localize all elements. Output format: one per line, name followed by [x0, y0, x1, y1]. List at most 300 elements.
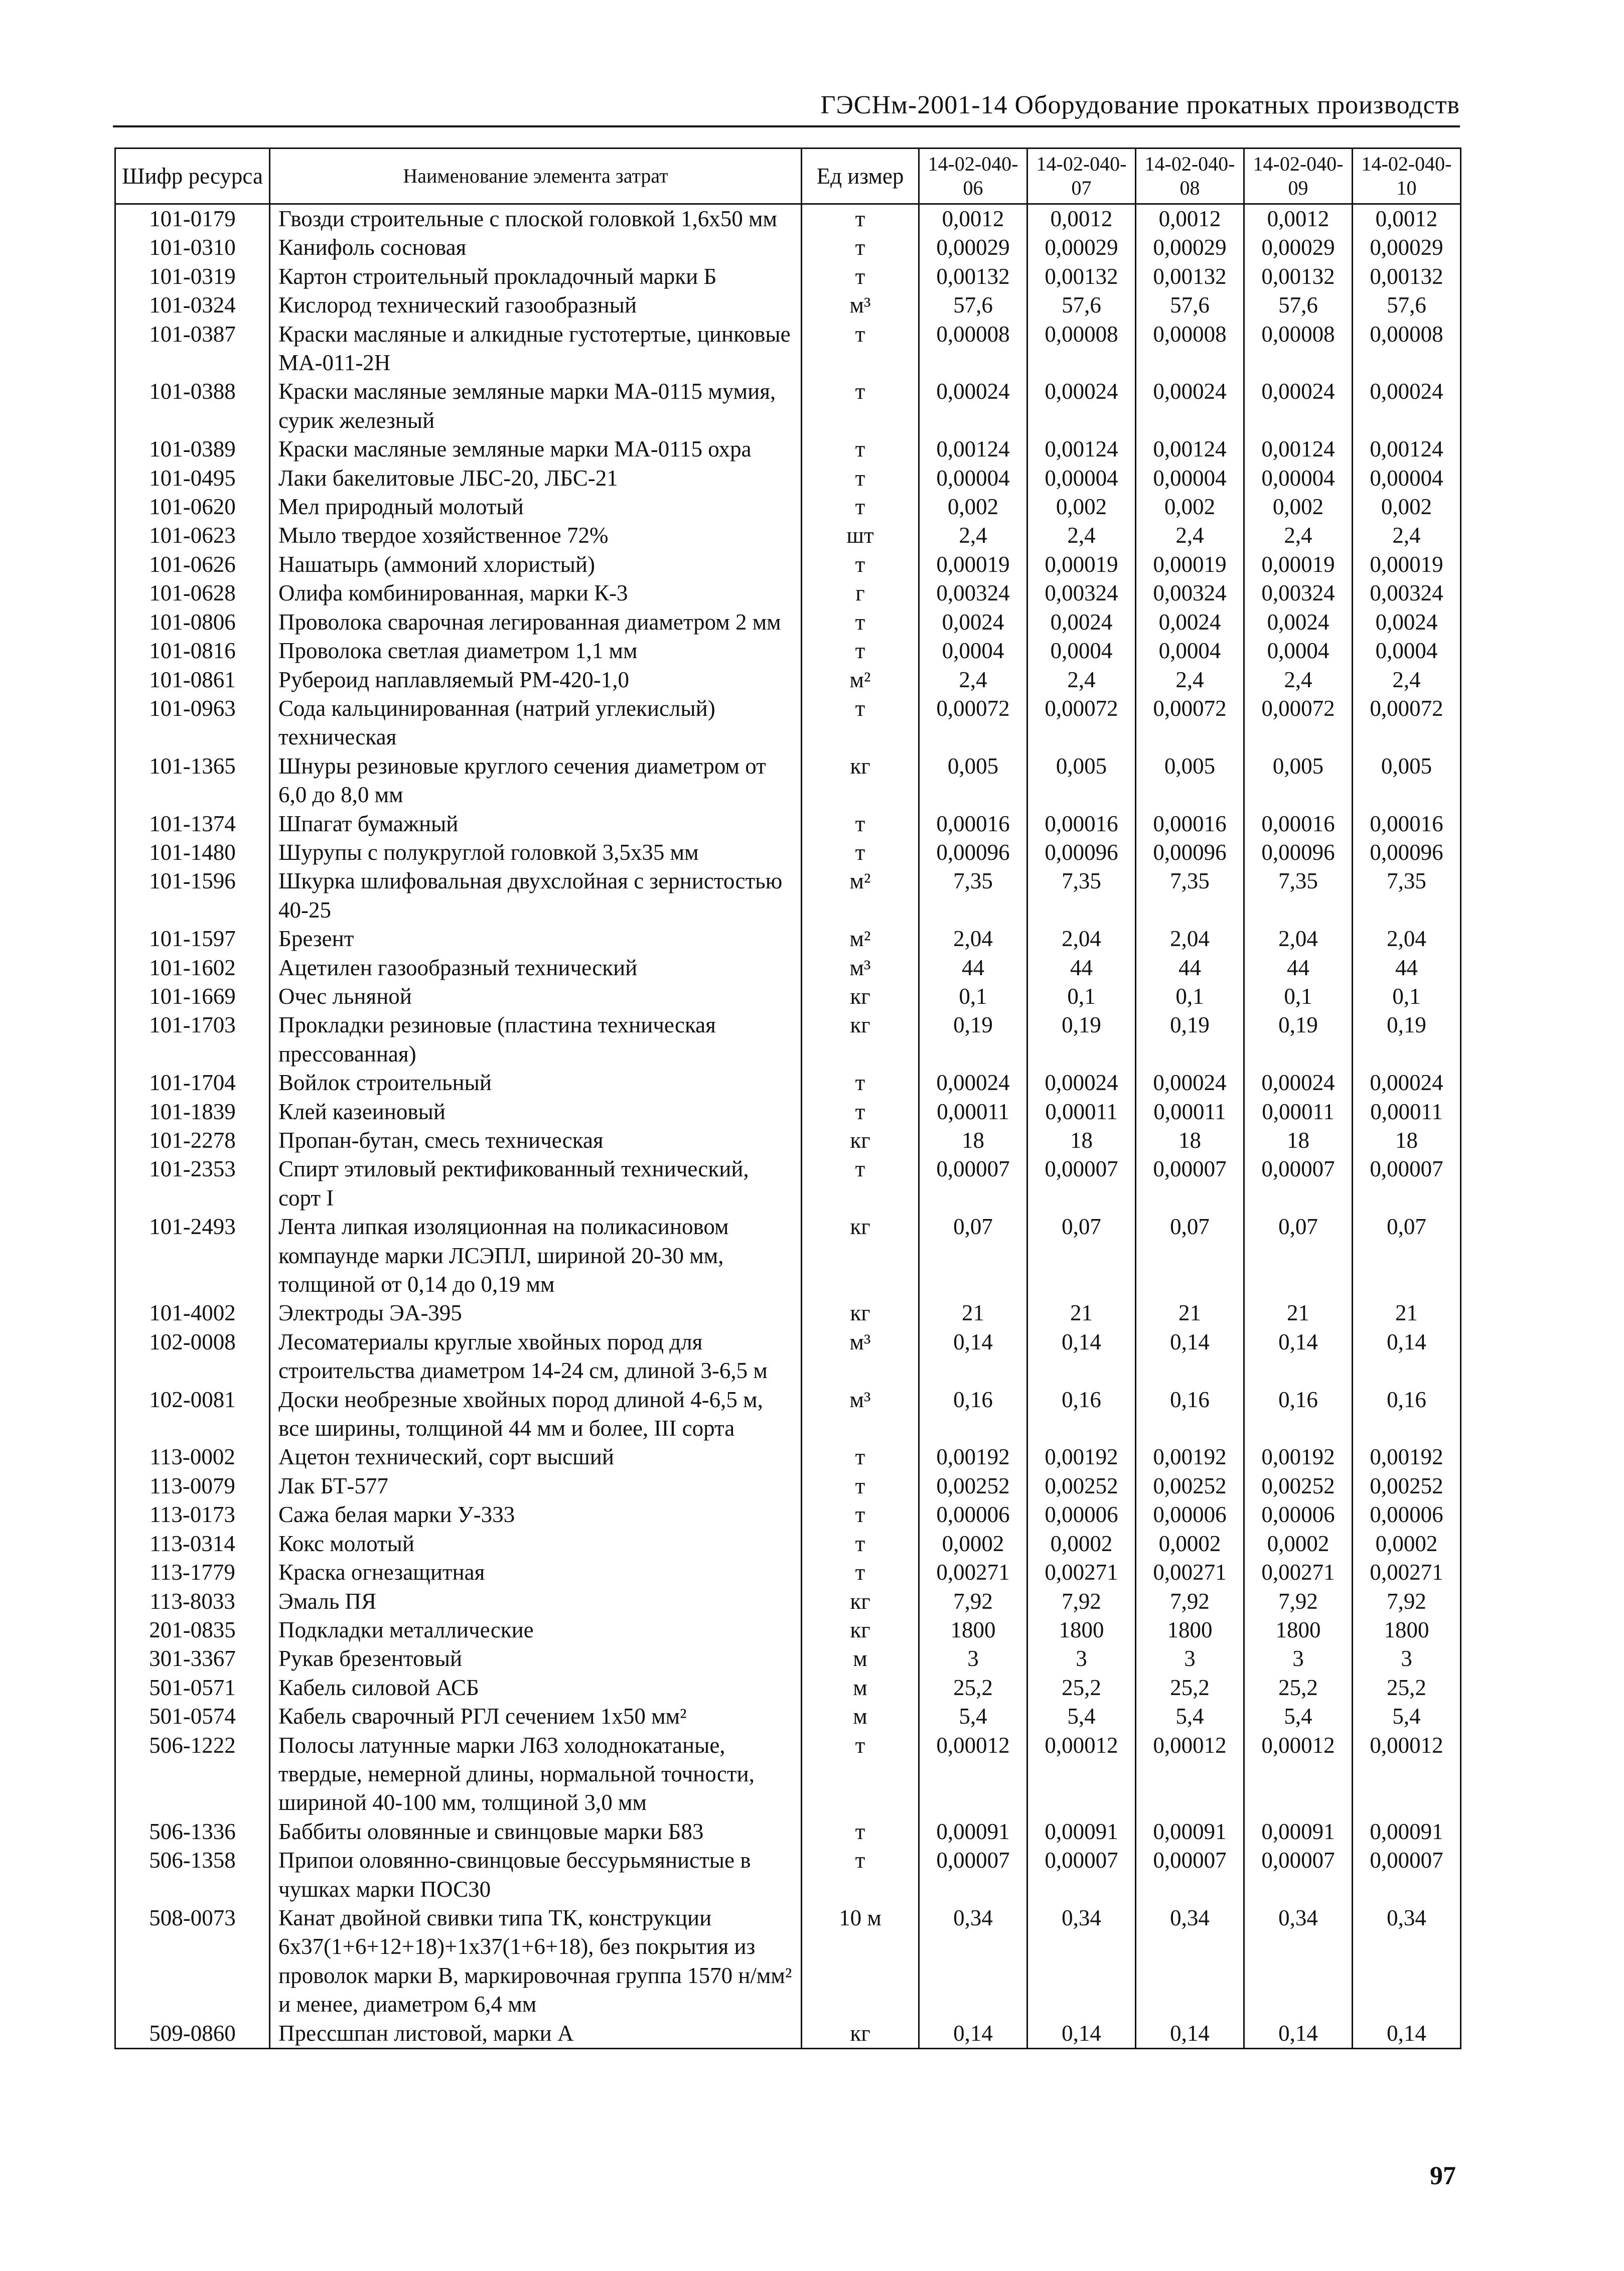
- table-row: [115, 233, 1461, 262]
- value-cell: 0,002: [1027, 493, 1136, 521]
- value-cell: 0,005: [919, 752, 1027, 810]
- value-cell: 0,00096: [1353, 838, 1461, 867]
- value-cell: 0,34: [1027, 1904, 1136, 2019]
- value-cell: 0,00091: [919, 1818, 1027, 1846]
- value-cell: 0,00072: [919, 694, 1027, 752]
- value-cell: 0,00008: [1353, 320, 1461, 378]
- value-cell: 0,14: [1244, 1328, 1353, 1386]
- value-cell: 1800: [1027, 1616, 1136, 1644]
- value-cell: 18: [1136, 1126, 1244, 1155]
- resources-table-container: [114, 147, 1460, 2049]
- value-cell: 0,14: [1353, 2019, 1461, 2049]
- value-cell: 0,00192: [1027, 1443, 1136, 1471]
- value-cell: 0,00007: [1136, 1846, 1244, 1904]
- value-cell: 0,00004: [1353, 464, 1461, 493]
- unit-cell: м²: [802, 925, 919, 953]
- value-cell: 0,00019: [1244, 550, 1353, 579]
- value-cell: 0,00124: [1027, 435, 1136, 464]
- unit-cell: т: [802, 320, 919, 378]
- value-cell: 0,00072: [1027, 694, 1136, 752]
- unit-cell: м: [802, 1702, 919, 1731]
- resource-code-cell: 101-0310: [115, 233, 270, 262]
- column-header-14-02-040-06: 14-02-040-06: [919, 148, 1027, 204]
- resource-code-cell: 509-0860: [115, 2019, 270, 2049]
- value-cell: 0,00271: [919, 1558, 1027, 1587]
- value-cell: 7,35: [919, 867, 1027, 925]
- header-divider: [113, 125, 1460, 127]
- value-cell: 0,34: [1244, 1904, 1353, 2019]
- value-cell: 7,35: [1136, 867, 1244, 925]
- value-cell: 2,4: [1027, 521, 1136, 550]
- unit-cell: т: [802, 1069, 919, 1097]
- value-cell: 5,4: [1244, 1702, 1353, 1731]
- unit-cell: кг: [802, 982, 919, 1011]
- value-cell: 0,00006: [1027, 1500, 1136, 1529]
- table-row: [115, 1011, 1461, 1069]
- value-cell: 44: [1027, 954, 1136, 982]
- value-cell: 0,00252: [1136, 1472, 1244, 1500]
- unit-cell: м: [802, 1674, 919, 1702]
- value-cell: 0,00004: [1027, 464, 1136, 493]
- value-cell: 25,2: [1244, 1674, 1353, 1702]
- column-header-14-02-040-07: 14-02-040-07: [1027, 148, 1136, 204]
- value-cell: 0,19: [1136, 1011, 1244, 1069]
- value-cell: 2,4: [1244, 666, 1353, 694]
- value-cell: 0,00024: [919, 377, 1027, 435]
- column-header-unit: Ед измер: [802, 148, 919, 204]
- value-cell: 0,07: [1027, 1213, 1136, 1299]
- value-cell: 57,6: [1027, 291, 1136, 320]
- value-cell: 0,00007: [1244, 1846, 1353, 1904]
- table-header: [115, 148, 1461, 204]
- value-cell: 0,00132: [1353, 262, 1461, 291]
- unit-cell: т: [802, 1155, 919, 1213]
- value-cell: 0,00011: [1136, 1098, 1244, 1126]
- unit-cell: т: [802, 377, 919, 435]
- value-cell: 25,2: [1353, 1674, 1461, 1702]
- value-cell: 5,4: [1353, 1702, 1461, 1731]
- unit-cell: м: [802, 1644, 919, 1673]
- value-cell: 1800: [1136, 1616, 1244, 1644]
- value-cell: 0,00132: [1027, 262, 1136, 291]
- resource-code-cell: 101-1669: [115, 982, 270, 1011]
- value-cell: 0,0004: [1244, 637, 1353, 665]
- table-header-row: [115, 148, 1461, 204]
- unit-cell: т: [802, 608, 919, 637]
- value-cell: 0,00024: [1244, 377, 1353, 435]
- value-cell: 0,00008: [1027, 320, 1136, 378]
- value-cell: 0,00007: [919, 1846, 1027, 1904]
- resource-code-cell: 201-0835: [115, 1616, 270, 1644]
- value-cell: 57,6: [1244, 291, 1353, 320]
- value-cell: 0,00091: [1353, 1818, 1461, 1846]
- value-cell: 18: [1244, 1126, 1353, 1155]
- resource-code-cell: 101-1597: [115, 925, 270, 953]
- value-cell: 1800: [919, 1616, 1027, 1644]
- value-cell: 0,00072: [1244, 694, 1353, 752]
- resource-code-cell: 101-0628: [115, 579, 270, 608]
- resource-name-cell: Шнуры резиновые круглого сечения диаметром от 6,0 до 8,0 мм: [270, 752, 802, 810]
- value-cell: 0,0004: [1027, 637, 1136, 665]
- value-cell: 0,00124: [1353, 435, 1461, 464]
- value-cell: 0,07: [1136, 1213, 1244, 1299]
- value-cell: 0,00029: [1027, 233, 1136, 262]
- value-cell: 0,00132: [1136, 262, 1244, 291]
- resource-code-cell: 113-0314: [115, 1530, 270, 1558]
- table-row: [115, 1155, 1461, 1213]
- value-cell: 0,00324: [1353, 579, 1461, 608]
- value-cell: 0,00011: [919, 1098, 1027, 1126]
- value-cell: 0,00024: [919, 1069, 1027, 1097]
- value-cell: 0,00006: [1244, 1500, 1353, 1529]
- value-cell: 0,00029: [1353, 233, 1461, 262]
- value-cell: 0,34: [1353, 1904, 1461, 2019]
- value-cell: 0,00072: [1353, 694, 1461, 752]
- value-cell: 0,16: [1244, 1386, 1353, 1443]
- value-cell: 3: [1136, 1644, 1244, 1673]
- resource-name-cell: Баббиты оловянные и свинцовые марки Б83: [270, 1818, 802, 1846]
- value-cell: 0,1: [1027, 982, 1136, 1011]
- table-row: [115, 810, 1461, 838]
- value-cell: 0,00004: [919, 464, 1027, 493]
- unit-cell: т: [802, 233, 919, 262]
- running-header: ГЭСНм-2001-14 Оборудование прокатных производств: [820, 91, 1460, 119]
- resource-name-cell: Шкурка шлифовальная двухслойная с зернистостью 40-25: [270, 867, 802, 925]
- value-cell: 0,005: [1136, 752, 1244, 810]
- column-header-14-02-040-10: 14-02-040-10: [1353, 148, 1461, 204]
- value-cell: 0,00007: [1027, 1846, 1136, 1904]
- table-row: [115, 1328, 1461, 1386]
- value-cell: 7,35: [1027, 867, 1136, 925]
- unit-cell: т: [802, 694, 919, 752]
- resource-code-cell: 113-8033: [115, 1587, 270, 1616]
- value-cell: 2,04: [1353, 925, 1461, 953]
- value-cell: 0,16: [919, 1386, 1027, 1443]
- value-cell: 0,00271: [1244, 1558, 1353, 1587]
- resource-name-cell: Рубероид наплавляемый РМ-420-1,0: [270, 666, 802, 694]
- table-row: [115, 204, 1461, 234]
- value-cell: 0,00271: [1353, 1558, 1461, 1587]
- resource-name-cell: Мыло твердое хозяйственное 72%: [270, 521, 802, 550]
- value-cell: 0,0002: [1244, 1530, 1353, 1558]
- value-cell: 2,4: [1353, 521, 1461, 550]
- resource-code-cell: 101-1365: [115, 752, 270, 810]
- value-cell: 1800: [1244, 1616, 1353, 1644]
- value-cell: 7,92: [1244, 1587, 1353, 1616]
- column-header-code: Шифр ресурса: [115, 148, 270, 204]
- unit-cell: кг: [802, 2019, 919, 2049]
- value-cell: 0,00007: [1136, 1155, 1244, 1213]
- table-row: [115, 1644, 1461, 1673]
- table-row: [115, 464, 1461, 493]
- value-cell: 0,0024: [919, 608, 1027, 637]
- value-cell: 7,35: [1244, 867, 1353, 925]
- resource-name-cell: Канифоль сосновая: [270, 233, 802, 262]
- resource-name-cell: Проволока светлая диаметром 1,1 мм: [270, 637, 802, 665]
- table-row: [115, 377, 1461, 435]
- value-cell: 0,00004: [1136, 464, 1244, 493]
- value-cell: 0,00024: [1027, 377, 1136, 435]
- value-cell: 0,00096: [919, 838, 1027, 867]
- resource-code-cell: 113-0173: [115, 1500, 270, 1529]
- unit-cell: т: [802, 262, 919, 291]
- value-cell: 0,00029: [1136, 233, 1244, 262]
- resource-code-cell: 101-0319: [115, 262, 270, 291]
- resource-name-cell: Электроды ЭА-395: [270, 1299, 802, 1327]
- value-cell: 57,6: [919, 291, 1027, 320]
- resource-code-cell: 102-0008: [115, 1328, 270, 1386]
- unit-cell: т: [802, 637, 919, 665]
- resource-name-cell: Спирт этиловый ректификованный технический, сорт I: [270, 1155, 802, 1213]
- table-row: [115, 1616, 1461, 1644]
- value-cell: 0,00132: [1244, 262, 1353, 291]
- resource-code-cell: 101-0387: [115, 320, 270, 378]
- resource-code-cell: 101-2493: [115, 1213, 270, 1299]
- value-cell: 0,00192: [1136, 1443, 1244, 1471]
- unit-cell: 10 м: [802, 1904, 919, 2019]
- table-row: [115, 1818, 1461, 1846]
- value-cell: 3: [1027, 1644, 1136, 1673]
- table-row: [115, 493, 1461, 521]
- table-row: [115, 752, 1461, 810]
- resource-name-cell: Шурупы с полукруглой головкой 3,5x35 мм: [270, 838, 802, 867]
- value-cell: 0,16: [1353, 1386, 1461, 1443]
- unit-cell: кг: [802, 1616, 919, 1644]
- value-cell: 0,14: [919, 1328, 1027, 1386]
- resource-code-cell: 101-1703: [115, 1011, 270, 1069]
- value-cell: 0,00007: [1244, 1155, 1353, 1213]
- value-cell: 0,00124: [919, 435, 1027, 464]
- value-cell: 0,0002: [919, 1530, 1027, 1558]
- resource-code-cell: 113-0002: [115, 1443, 270, 1471]
- table-row: [115, 1558, 1461, 1587]
- value-cell: 0,1: [919, 982, 1027, 1011]
- resource-code-cell: 501-0571: [115, 1674, 270, 1702]
- value-cell: 0,00132: [919, 262, 1027, 291]
- resource-name-cell: Кислород технический газообразный: [270, 291, 802, 320]
- resource-code-cell: 101-0389: [115, 435, 270, 464]
- value-cell: 0,07: [1353, 1213, 1461, 1299]
- value-cell: 57,6: [1353, 291, 1461, 320]
- table-row: [115, 1530, 1461, 1558]
- unit-cell: г: [802, 579, 919, 608]
- resource-code-cell: 301-3367: [115, 1644, 270, 1673]
- value-cell: 0,002: [919, 493, 1027, 521]
- resource-code-cell: 101-4002: [115, 1299, 270, 1327]
- resource-name-cell: Брезент: [270, 925, 802, 953]
- value-cell: 0,00091: [1136, 1818, 1244, 1846]
- value-cell: 2,4: [1244, 521, 1353, 550]
- table-row: [115, 1731, 1461, 1818]
- value-cell: 2,04: [1244, 925, 1353, 953]
- column-header-14-02-040-09: 14-02-040-09: [1244, 148, 1353, 204]
- table-row: [115, 320, 1461, 378]
- value-cell: 0,00004: [1244, 464, 1353, 493]
- value-cell: 25,2: [919, 1674, 1027, 1702]
- value-cell: 0,00324: [1136, 579, 1244, 608]
- unit-cell: м³: [802, 291, 919, 320]
- resource-name-cell: Ацетон технический, сорт высший: [270, 1443, 802, 1471]
- resource-code-cell: 506-1336: [115, 1818, 270, 1846]
- unit-cell: т: [802, 838, 919, 867]
- resource-code-cell: 101-1596: [115, 867, 270, 925]
- table-row: [115, 982, 1461, 1011]
- resource-name-cell: Шпагат бумажный: [270, 810, 802, 838]
- resource-name-cell: Кабель сварочный РГЛ сечением 1x50 мм²: [270, 1702, 802, 1731]
- resource-name-cell: Нашатырь (аммоний хлористый): [270, 550, 802, 579]
- value-cell: 1800: [1353, 1616, 1461, 1644]
- value-cell: 0,00192: [1353, 1443, 1461, 1471]
- value-cell: 0,14: [1353, 1328, 1461, 1386]
- value-cell: 0,00324: [919, 579, 1027, 608]
- unit-cell: кг: [802, 752, 919, 810]
- value-cell: 5,4: [919, 1702, 1027, 1731]
- table-row: [115, 925, 1461, 953]
- value-cell: 0,0002: [1136, 1530, 1244, 1558]
- table-row: [115, 867, 1461, 925]
- table-row: [115, 1299, 1461, 1327]
- table-row: [115, 1069, 1461, 1097]
- resource-code-cell: 101-2353: [115, 1155, 270, 1213]
- value-cell: 0,00012: [1244, 1731, 1353, 1818]
- unit-cell: кг: [802, 1011, 919, 1069]
- table-row: [115, 1904, 1461, 2019]
- resource-name-cell: Полосы латунные марки Л63 холоднокатаные, твердые, немерной длины, нормальной точности, шириной 40-100 мм, толщиной 3,0 мм: [270, 1731, 802, 1818]
- value-cell: 0,00008: [919, 320, 1027, 378]
- value-cell: 0,00324: [1027, 579, 1136, 608]
- unit-cell: т: [802, 1846, 919, 1904]
- value-cell: 18: [1353, 1126, 1461, 1155]
- resource-name-cell: Олифа комбинированная, марки К-3: [270, 579, 802, 608]
- unit-cell: т: [802, 810, 919, 838]
- table-row: [115, 2019, 1461, 2049]
- value-cell: 0,07: [919, 1213, 1027, 1299]
- value-cell: 44: [1244, 954, 1353, 982]
- unit-cell: т: [802, 435, 919, 464]
- resource-code-cell: 508-0073: [115, 1904, 270, 2019]
- resource-name-cell: Прокладки резиновые (пластина техническая прессованная): [270, 1011, 802, 1069]
- unit-cell: т: [802, 1472, 919, 1500]
- table-row: [115, 1587, 1461, 1616]
- value-cell: 0,34: [919, 1904, 1027, 2019]
- value-cell: 0,00016: [1027, 810, 1136, 838]
- table-row: [115, 435, 1461, 464]
- value-cell: 0,00091: [1244, 1818, 1353, 1846]
- value-cell: 0,14: [1136, 2019, 1244, 2049]
- table-row: [115, 637, 1461, 665]
- value-cell: 0,00096: [1136, 838, 1244, 867]
- value-cell: 21: [1244, 1299, 1353, 1327]
- value-cell: 7,92: [1027, 1587, 1136, 1616]
- table-row: [115, 1386, 1461, 1443]
- value-cell: 2,4: [1027, 666, 1136, 694]
- value-cell: 0,00252: [1244, 1472, 1353, 1500]
- page-number: 97: [1430, 2162, 1456, 2190]
- table-row: [115, 1098, 1461, 1126]
- value-cell: 0,00008: [1244, 320, 1353, 378]
- value-cell: 0,0012: [1136, 204, 1244, 234]
- resource-name-cell: Доски необрезные хвойных пород длиной 4-6,5 м, все ширины, толщиной 44 мм и более, III сорта: [270, 1386, 802, 1443]
- value-cell: 0,00024: [1353, 1069, 1461, 1097]
- unit-cell: т: [802, 550, 919, 579]
- value-cell: 0,00011: [1027, 1098, 1136, 1126]
- resource-code-cell: 102-0081: [115, 1386, 270, 1443]
- unit-cell: м²: [802, 867, 919, 925]
- value-cell: 0,00324: [1244, 579, 1353, 608]
- resource-name-cell: Рукав брезентовый: [270, 1644, 802, 1673]
- value-cell: 0,00019: [1136, 550, 1244, 579]
- value-cell: 0,00012: [1353, 1731, 1461, 1818]
- value-cell: 0,00019: [1027, 550, 1136, 579]
- value-cell: 0,14: [1027, 1328, 1136, 1386]
- resource-name-cell: Кокс молотый: [270, 1530, 802, 1558]
- unit-cell: м²: [802, 666, 919, 694]
- table-row: [115, 1674, 1461, 1702]
- resource-name-cell: Лаки бакелитовые ЛБС-20, ЛБС-21: [270, 464, 802, 493]
- value-cell: 0,19: [919, 1011, 1027, 1069]
- unit-cell: т: [802, 1818, 919, 1846]
- table-row: [115, 262, 1461, 291]
- unit-cell: м³: [802, 954, 919, 982]
- value-cell: 0,00016: [1244, 810, 1353, 838]
- table-row: [115, 666, 1461, 694]
- value-cell: 0,00011: [1353, 1098, 1461, 1126]
- resource-code-cell: 506-1222: [115, 1731, 270, 1818]
- value-cell: 0,14: [1244, 2019, 1353, 2049]
- value-cell: 2,4: [919, 666, 1027, 694]
- resource-code-cell: 101-2278: [115, 1126, 270, 1155]
- value-cell: 0,07: [1244, 1213, 1353, 1299]
- resource-code-cell: 101-1602: [115, 954, 270, 982]
- value-cell: 0,0004: [1136, 637, 1244, 665]
- value-cell: 7,92: [1136, 1587, 1244, 1616]
- value-cell: 0,0002: [1027, 1530, 1136, 1558]
- unit-cell: кг: [802, 1299, 919, 1327]
- resource-code-cell: 101-1839: [115, 1098, 270, 1126]
- value-cell: 0,19: [1027, 1011, 1136, 1069]
- value-cell: 0,16: [1136, 1386, 1244, 1443]
- value-cell: 0,00091: [1027, 1818, 1136, 1846]
- value-cell: 0,005: [1244, 752, 1353, 810]
- resource-name-cell: Очес льняной: [270, 982, 802, 1011]
- value-cell: 0,002: [1136, 493, 1244, 521]
- value-cell: 0,0012: [1244, 204, 1353, 234]
- resource-code-cell: 101-0620: [115, 493, 270, 521]
- value-cell: 2,4: [1353, 666, 1461, 694]
- value-cell: 0,00096: [1244, 838, 1353, 867]
- table-body: [115, 204, 1461, 2049]
- table-row: [115, 1472, 1461, 1500]
- resource-code-cell: 101-0179: [115, 204, 270, 234]
- resource-name-cell: Пропан-бутан, смесь техническая: [270, 1126, 802, 1155]
- resource-code-cell: 101-1480: [115, 838, 270, 867]
- resource-name-cell: Лента липкая изоляционная на поликасиновом компаунде марки ЛСЭПЛ, шириной 20-30 мм, толщиной от 0,14 до 0,19 мм: [270, 1213, 802, 1299]
- value-cell: 0,0012: [1027, 204, 1136, 234]
- resource-name-cell: Краска огнезащитная: [270, 1558, 802, 1587]
- unit-cell: т: [802, 1731, 919, 1818]
- resource-name-cell: Краски масляные и алкидные густотертые, цинковые МА-011-2Н: [270, 320, 802, 378]
- value-cell: 0,14: [1136, 1328, 1244, 1386]
- value-cell: 0,0004: [1353, 637, 1461, 665]
- resource-name-cell: Мел природный молотый: [270, 493, 802, 521]
- resource-code-cell: 101-0623: [115, 521, 270, 550]
- value-cell: 18: [919, 1126, 1027, 1155]
- value-cell: 0,00252: [1027, 1472, 1136, 1500]
- value-cell: 0,00006: [1136, 1500, 1244, 1529]
- value-cell: 7,92: [919, 1587, 1027, 1616]
- value-cell: 0,19: [1244, 1011, 1353, 1069]
- value-cell: 44: [1136, 954, 1244, 982]
